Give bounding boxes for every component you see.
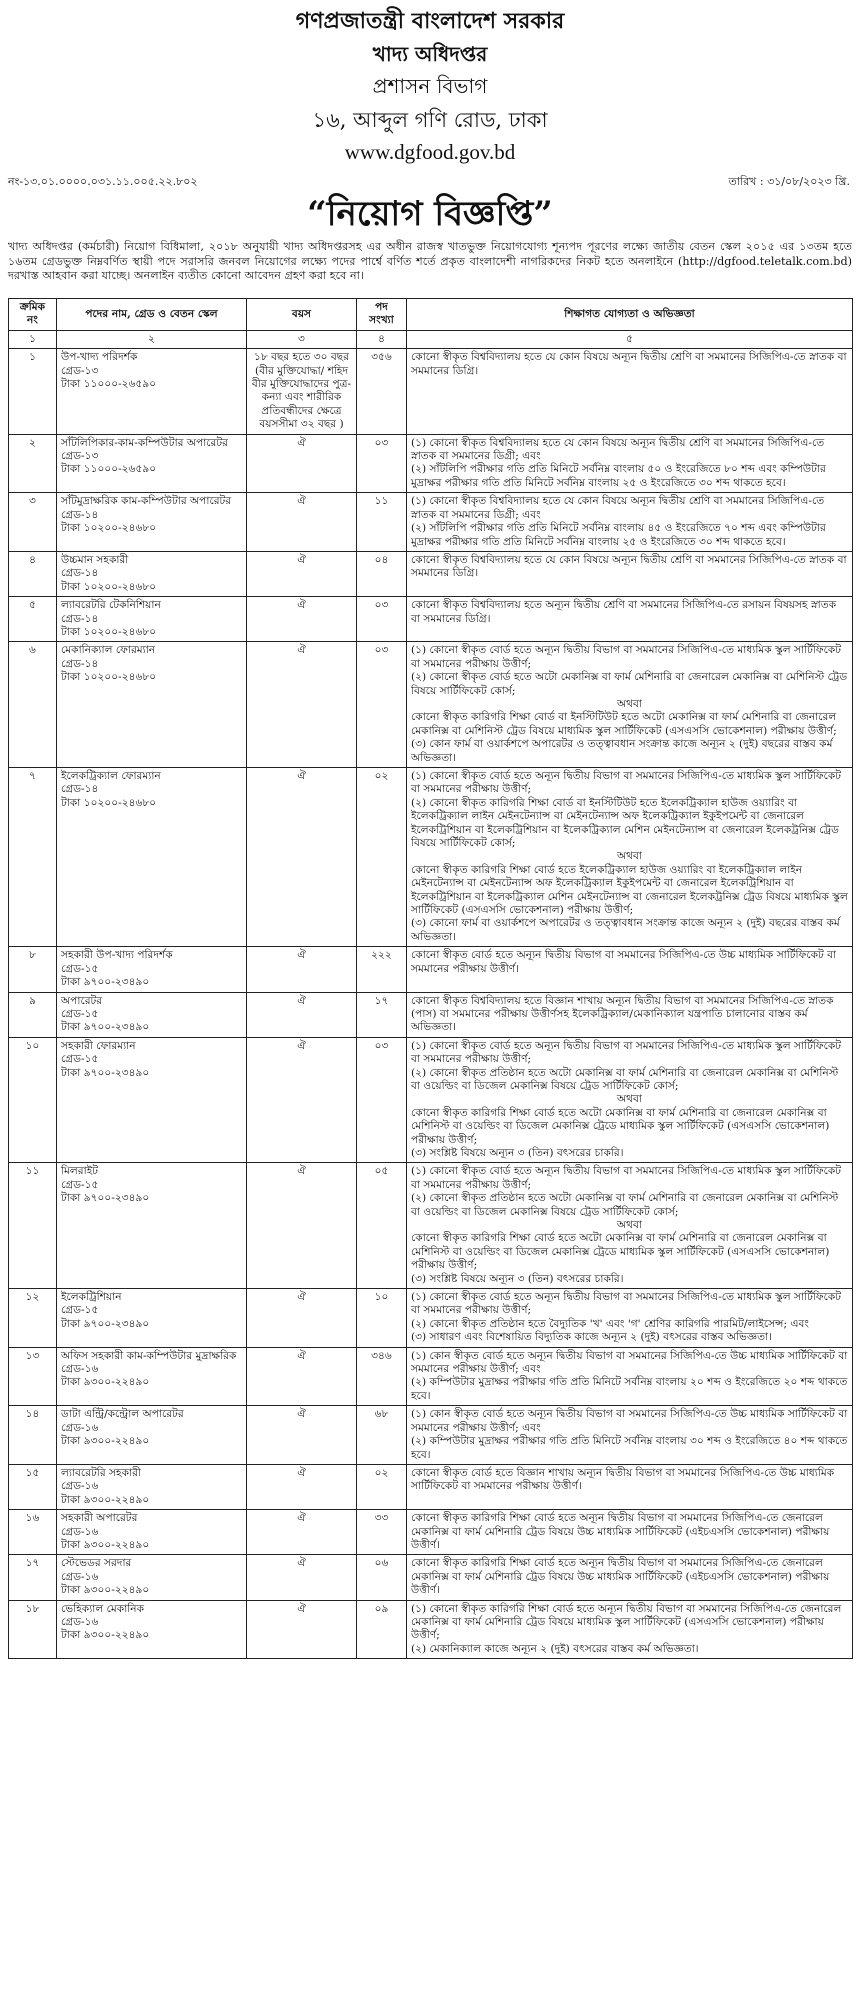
qualification-line: (১) কোনো স্বীকৃত বোর্ড হতে অন্যূন দ্বিতীয় বিভাগ বা সমমানের সিজিপিএ-তে মাধ্যমিক স্কুল সার্টিফিকেট বা সমমানের পরীক্ষায় উত্তীর্ণ; (411, 1165, 842, 1191)
website-link[interactable]: www.dgfood.gov.bd (344, 140, 516, 164)
post-scale: টাকা ৯৩০০-২২৪৯০ (61, 1584, 150, 1597)
vacancy-count-cell: ১০ (357, 1289, 407, 1348)
post-cell (57, 642, 247, 768)
qualification-line: (২) সাঁটলিপি পরীক্ষার গতি প্রতি মিনিটে সর্বনিম্ন বাংলায় ৫০ ও ইংরেজিতে ৮০ শব্দ এবং কম্পিউটার মুদ্রাক্ষর পরীক্ষার গতি প্রতি মিনিটে সর্বনিম্ন বাংলায় ২৫ ও ইংরেজিতে ৩০ শব্দ থাকতে হবে। (411, 463, 826, 489)
index-cell: ২ (57, 330, 247, 348)
post-cell (57, 1555, 247, 1600)
vacancy-count-cell: ০৪ (357, 551, 407, 596)
age-cell: ঐ (247, 434, 357, 493)
age-cell: ঐ (247, 1600, 357, 1659)
serial-cell: ১৮ (9, 1600, 57, 1659)
serial-cell: ১০ (9, 1037, 57, 1163)
age-cell: ঐ (247, 1464, 357, 1509)
qualification-cell (407, 1600, 853, 1659)
age-cell: ঐ (247, 1406, 357, 1465)
post-grade: গ্রেড-১৬ (61, 1421, 99, 1434)
serial-cell: ১১ (9, 1163, 57, 1289)
qualification-cell (407, 992, 853, 1037)
vacancy-count-cell: ৩৩ (357, 1510, 407, 1555)
table-row (9, 947, 853, 992)
qualification-cell (407, 1289, 853, 1348)
qualification-line: কোনো স্বীকৃত কারিগরি শিক্ষা বোর্ড হতে অটো মেকানিক্স বা ফার্ম মেশিনারি বা জেনারেল মেকানিক্স বা মেশিনিস্ট বা ওয়েল্ডিং বা ডিজেল মেকানিক্স ট্রেডে মাধ্যমিক স্কুল সার্টিফিকেট (এসএসসি ভোকেশনাল) পরীক্ষায় উত্তীর্ণ; (411, 1232, 830, 1272)
serial-cell: ৭ (9, 768, 57, 947)
vacancy-count-cell: ০২ (357, 768, 407, 947)
age-cell: ঐ (247, 642, 357, 768)
qualification-line: (১) কোনো স্বীকৃত বিশ্ববিদ্যালয় হতে যে কোন বিষয়ে অন্যূন দ্বিতীয় শ্রেণি বা সমমানের সিজিপিএ-তে স্নাতক বা সমমানের ডিগ্রী; এবং (411, 436, 825, 463)
post-post: ল্যাবরেটরি সহকারী (61, 1466, 141, 1479)
header-qualification: শিক্ষাগত যোগ্যতা ও অভিজ্ঞতা (407, 299, 853, 331)
qualification-line: (২) সাঁটলিপি পরীক্ষার গতি প্রতি মিনিটে সর্বনিম্ন বাংলায় ৪৫ ও ইংরেজিতে ৭০ শব্দ এবং কম্পিউটার মুদ্রাক্ষর পরীক্ষার গতি প্রতি মিনিটে সর্বনিম্ন বাংলায় ২৫ ও ইংরেজিতে ৩০ শব্দ থাকতে হবে। (411, 522, 826, 548)
post-grade: গ্রেড-১৬ (61, 1615, 99, 1628)
vacancy-count-cell: ৬৮ (357, 1406, 407, 1465)
table-row (9, 1600, 853, 1659)
serial-cell: ১৫ (9, 1464, 57, 1509)
table-row (9, 493, 853, 552)
post-post: ডাটা এন্ট্রি/কন্ট্রোল অপারেটর (61, 1408, 184, 1421)
serial-cell: ৯ (9, 992, 57, 1037)
header-post: পদের নাম, গ্রেড ও বেতন স্কেল (57, 299, 247, 331)
page-title: “নিয়োগ বিজ্ঞপ্তি” (307, 194, 553, 234)
serial-cell: ২ (9, 434, 57, 493)
or-separator: অথবা (616, 850, 642, 863)
table-row (9, 1464, 853, 1509)
vacancy-count-cell: ০৩ (357, 642, 407, 768)
age-cell: ঐ (247, 551, 357, 596)
age-cell: ঐ (247, 1347, 357, 1406)
age-cell: ঐ (247, 1510, 357, 1555)
post-post: সহকারী অপারেটর (61, 1512, 138, 1525)
qualification-cell (407, 551, 853, 596)
post-scale: টাকা ১১০০০-২৬৫৯০ (61, 463, 157, 476)
serial-cell: ৫ (9, 597, 57, 642)
post-scale: টাকা ১০২০০-২৪৬৮০ (61, 671, 157, 684)
vacancy-count-cell: ০২ (357, 1464, 407, 1509)
post-cell (57, 597, 247, 642)
post-grade: গ্রেড-১৩ (61, 364, 99, 377)
vacancy-count-cell: ১১ (357, 493, 407, 552)
qualification-cell (407, 1347, 853, 1406)
vacancy-count-cell: ১৭ (357, 992, 407, 1037)
qualification-cell (407, 493, 853, 552)
qualification-line: (৩) সাধারণ এবং বিশেষায়িত বিদ্যুতিক কাজে অন্যূন ২ (দুই) বৎসরের বাস্তব অভিজ্ঞতা। (411, 1331, 772, 1344)
qualification-cell (407, 1464, 853, 1509)
post-post: উপ-খাদ্য পরিদর্শক (61, 351, 138, 364)
post-cell (57, 768, 247, 947)
post-cell (57, 1289, 247, 1348)
vacancy-count-cell: ০৩ (357, 434, 407, 493)
qualification-cell (407, 642, 853, 768)
serial-cell: ৪ (9, 551, 57, 596)
post-scale: টাকা ৯৩০০-২২৪৯০ (61, 1538, 150, 1551)
qualification-line: কোনো স্বীকৃত কারিগরি শিক্ষা বোর্ড হতে অটো মেকানিক্স বা ফার্ম মেশিনারি বা জেনারেল মেকানিক্স বা মেশিনিস্ট বা ওয়েল্ডিং বা ডিজেল মেকানিক্স ট্রেডে মাধ্যমিক স্কুল সার্টিফিকেট (এসএসসি ভোকেশনাল) পরীক্ষায় উত্তীর্ণ; (411, 1106, 830, 1146)
post-post: সাঁটলিপিকার-কাম-কম্পিউটার অপারেটর (61, 436, 228, 449)
age-cell: ঐ (247, 1037, 357, 1163)
qualification-line: কোনো স্বীকৃত কারিগরি শিক্ষা বোর্ড হতে অন্যূন দ্বিতীয় বিভাগ বা সমমানের সিজিপিএ-তে জেনারেল মেকানিক্স বা ফার্ম মেশিনারি ট্রেড বিষয়ে উচ্চ মাধ্যমিক সার্টিফিকেট (এইচএসসি ভোকেশনাল) পরীক্ষায় উত্তীর্ণ। (411, 1557, 830, 1597)
table-row (9, 1510, 853, 1555)
index-cell: ৫ (407, 330, 853, 348)
header-serial: ক্রমিক নং (9, 299, 57, 331)
qualification-cell (407, 1037, 853, 1163)
qualification-line: (১) কোনো স্বীকৃত বোর্ড হতে অন্যূন দ্বিতীয় বিভাগ বা সমমানের সিজিপিএ-তে মাধ্যমিক স্কুল সার্টিফিকেট বা সমমানের পরীক্ষায় উত্তীর্ণ; (411, 770, 842, 796)
header-count: পদ সংখ্যা (357, 299, 407, 331)
post-grade: গ্রেড-১৬ (61, 1570, 99, 1583)
post-grade: গ্রেড-১৩ (61, 450, 99, 463)
qualification-cell (407, 1406, 853, 1465)
qualification-line: (২) কোনো স্বীকৃত প্রতিষ্ঠান হতে অটো মেকানিক্স বা ফার্ম মেশিনারি বা জেনারেল মেকানিক্স বা মেশিনিস্ট বা ওয়েল্ডিং বা ডিজেল মেকানিক্স বিষয়ে ট্রেড সার্টিফিকেট কোর্স; (411, 1066, 839, 1092)
vacancy-table (8, 298, 853, 1659)
age-cell: ঐ (247, 1289, 357, 1348)
qualification-line: (১) কোনো স্বীকৃত বোর্ড হতে অন্যূন দ্বিতীয় বিভাগ বা সমমানের সিজিপিএ-তে মাধ্যমিক স্কুল সার্টিফিকেট বা সমমানের পরীক্ষায় উত্তীর্ণ; (411, 1039, 842, 1066)
serial-cell: ৮ (9, 947, 57, 992)
post-scale: টাকা ১০২০০-২৪৬৮০ (61, 580, 157, 593)
post-cell (57, 1600, 247, 1659)
table-row (9, 1037, 853, 1163)
qualification-line: (৩) সংশ্লিষ্ট বিষয়ে অন্যূন ৩ (তিন) বৎসরের চাকরি। (411, 1272, 624, 1285)
post-post: সহকারী উপ-খাদ্য পরিদর্শক (61, 949, 173, 962)
intro-paragraph: খাদ্য অধিদপ্তর (কর্মচারী) নিয়োগ বিধিমালা, ২০১৮ অনুযায়ী খাদ্য অধিদপ্তরসহ এর অধীন রাজস্ব খাতভুক্ত নিয়োগযোগ্য শূন্যপদ পূরণের লক্ষ্যে জাতীয় বেতন স্কেল ২০১৫ এর ১৩তম হতে ১৬তম গ্রেডভুক্ত নিম্নবর্ণিত স্থায়ী পদে সরাসরি জনবল নিয়োগের লক্ষ্যে পদের পার্শ্বে বর্ণিত শর্তে প্রকৃত বাংলাদেশী নাগরিকদের নিকট হতে অনলাইনে (http://dgfood.teletalk.com.bd) দরখাস্ত আহবান করা যাচ্ছে। অনলাইন ব্যতীত কোনো আবেদন গ্রহণ করা হবে না। (8, 240, 852, 282)
qualification-cell (407, 1163, 853, 1289)
post-post: মেকানিক্যাল ফোরম্যান (61, 644, 156, 657)
header-age: বয়স (247, 299, 357, 331)
post-scale: টাকা ৯৩০০-২২৪৯০ (61, 1493, 150, 1506)
age-cell: ঐ (247, 1555, 357, 1600)
post-grade: গ্রেড-১৬ (61, 1480, 99, 1493)
or-separator: অথবা (616, 697, 642, 710)
table-row (9, 1347, 853, 1406)
serial-cell: ১৪ (9, 1406, 57, 1465)
qualification-cell (407, 1510, 853, 1555)
serial-cell: ১৭ (9, 1555, 57, 1600)
post-grade: গ্রেড-১৪ (61, 783, 99, 796)
post-grade: গ্রেড-১৪ (61, 567, 99, 580)
age-cell: ঐ (247, 992, 357, 1037)
post-cell (57, 992, 247, 1037)
post-post: অফিস সহকারী কাম-কম্পিউটার মুদ্রাক্ষরিক (61, 1349, 237, 1362)
vacancy-count-cell: ৩৪৬ (357, 1347, 407, 1406)
table-row (9, 1163, 853, 1289)
post-scale: টাকা ৯৩০০-২২৪৯০ (61, 1376, 150, 1389)
qualification-line: (১) কোনো স্বীকৃত বোর্ড হতে অন্যূন দ্বিতীয় বিভাগ বা সমমানের সিজিপিএ-তে মাধ্যমিক স্কুল সার্টিফিকেট বা সমমানের পরীক্ষায় উত্তীর্ণ; (411, 1291, 842, 1317)
qualification-line: (৩) সংশ্লিষ্ট বিষয়ে অন্যূন ৩ (তিন) বৎসরের চাকরি। (411, 1146, 624, 1159)
qualification-line: (২) কোনো স্বীকৃত বোর্ড হতে অটো মেকানিক্স বা ফার্ম মেশিনারি বা জেনারেল মেকানিক্স বা মেশিনিস্ট ট্রেড বিষয়ে সার্টিফিকেট কোর্স; (411, 671, 848, 697)
age-cell: ঐ (247, 597, 357, 642)
qualification-cell (407, 768, 853, 947)
post-scale: টাকা ৯৭০০-২৩৪৯০ (61, 1021, 150, 1034)
post-scale: টাকা ৯৭০০-২৩৪৯০ (61, 1192, 150, 1205)
serial-cell: ১ (9, 349, 57, 434)
post-post: স্টেভেডর সরদার (61, 1557, 132, 1570)
index-cell: ৩ (247, 330, 357, 348)
post-grade: গ্রেড-১৫ (61, 1304, 99, 1317)
post-grade: গ্রেড-১৫ (61, 962, 99, 975)
table-body (9, 349, 853, 1659)
post-grade: গ্রেড-১৫ (61, 1007, 99, 1020)
post-cell (57, 349, 247, 434)
post-post: মিলরাইট (61, 1165, 98, 1178)
vacancy-count-cell: ০৩ (357, 597, 407, 642)
qualification-line: (৩) কোনো ফার্ম বা ওয়ার্কশপে অপারেটর ও তত্ত্বাবধান সংক্রান্ত কাজে অন্যূন ২ (দুই) বছরের বাস্তব কর্ম অভিজ্ঞতা। (411, 917, 840, 943)
qualification-line: (২) কোনো স্বীকৃত প্রতিষ্ঠান হতে বৈদ্যুতিক 'খ' এবং 'গ' শ্রেণির কারিগরি পারমিট/লাইসেন্স; এবং (411, 1317, 809, 1330)
department-name: খাদ্য অধিদপ্তর (372, 42, 488, 66)
post-cell (57, 1163, 247, 1289)
table-row (9, 434, 853, 493)
index-cell: ৪ (357, 330, 407, 348)
post-scale: টাকা ১০২০০-২৪৬৮০ (61, 522, 157, 535)
qualification-line: (১) কোনো স্বীকৃত কারিগরি শিক্ষা বোর্ড হতে অন্যূন দ্বিতীয় বিভাগ বা সমমানের সিজিপিএ-তে জেনারেল মেকানিক্স বা ফার্ম মেশিনারি ট্রেড বিষয়ে মাধ্যমিক স্কুল সার্টিফিকেট (এসএসসি ভোকেশনাল) পরীক্ষায় উত্তীর্ণ; (411, 1602, 842, 1642)
qualification-line: কোনো স্বীকৃত কারিগরি শিক্ষা বোর্ড হতে অন্যূন দ্বিতীয় বিভাগ বা সমমানের সিজিপিএ-তে জেনারেল মেকানিক্স বা ফার্ম মেশিনারি ট্রেড বিষয়ে উচ্চ মাধ্যমিক সার্টিফিকেট (এইচএসসি ভোকেশনাল) পরীক্ষায় উত্তীর্ণ। (411, 1512, 830, 1551)
column-index-row (9, 330, 853, 348)
vacancy-count-cell: ০৫ (357, 1163, 407, 1289)
post-post: ভেহিক্যাল মেকানিক (61, 1602, 145, 1615)
index-cell: ১ (9, 330, 57, 348)
post-scale: টাকা ১১০০০-২৬৫৯০ (61, 378, 157, 391)
post-cell (57, 493, 247, 552)
qualification-line: (১) কোন স্বীকৃত বোর্ড হতে অন্যূন দ্বিতীয় বিভাগ বা সমমানের সিজিপিএ-তে উচ্চ মাধ্যমিক সার্টিফিকেট বা সমমানের পরীক্ষায় উত্তীর্ণ; এবং (411, 1349, 848, 1376)
qualification-line: কোনো স্বীকৃত বিশ্ববিদ্যালয় হতে যে কোন বিষয়ে অন্যূন দ্বিতীয় শ্রেণি বা সমমানের সিজিপিএ-তে স্নাতক বা সমমানের ডিগ্রি। (411, 553, 847, 580)
qualification-line: কোনো স্বীকৃত বিশ্ববিদ্যালয় হতে বিজ্ঞান শাখায় অন্যূন দ্বিতীয় বিভাগ বা সমমানের সিজিপিএ-তে স্নাতক (পাস) বা সমমানের পরীক্ষায় উত্তীর্ণসহ ইলেকট্রিক্যাল/মেকানিক্যাল যন্ত্রপাতি চালানোর বাস্তব কর্ম অভিজ্ঞতা। (411, 994, 834, 1034)
post-scale: টাকা ১০২০০-২৪৬৮০ (61, 625, 157, 638)
post-scale: টাকা ৯৩০০-২২৪৯০ (61, 1629, 150, 1642)
vacancy-count-cell: ০৩ (357, 1037, 407, 1163)
age-cell: ঐ (247, 493, 357, 552)
serial-cell: ১৬ (9, 1510, 57, 1555)
table-row (9, 1406, 853, 1465)
qualification-cell (407, 349, 853, 434)
post-post: ইলেকট্রিক্যাল ফোরম্যান (61, 770, 161, 782)
qualification-line: (২) কোনো স্বীকৃত প্রতিষ্ঠান হতে অটো মেকানিক্স বা ফার্ম মেশিনারি বা জেনারেল মেকানিক্স বা মেশিনিস্ট বা ওয়েল্ডিং বা ডিজেল মেকানিক্স বিষয়ে ট্রেড সার্টিফিকেট কোর্স; (411, 1192, 839, 1218)
post-grade: গ্রেড-১৬ (61, 1525, 99, 1538)
table-row (9, 349, 853, 434)
government-name: গণপ্রজাতন্ত্রী বাংলাদেশ সরকার (295, 8, 565, 34)
post-grade: গ্রেড-১৫ (61, 1053, 99, 1066)
table-row (9, 768, 853, 947)
post-cell (57, 551, 247, 596)
qualification-cell (407, 597, 853, 642)
age-cell: ঐ (247, 768, 357, 947)
or-separator: অথবা (616, 1093, 642, 1106)
post-grade: গ্রেড-১৪ (61, 657, 99, 670)
post-post: অপারেটর (61, 994, 103, 1007)
serial-cell: ৬ (9, 642, 57, 768)
table-row (9, 642, 853, 768)
vacancy-count-cell: ৩৫৬ (357, 349, 407, 434)
qualification-line: (১) কোনো স্বীকৃত বিশ্ববিদ্যালয় হতে যে কোন বিষয়ে অন্যূন দ্বিতীয় শ্রেণি বা সমমানের সিজিপিএ-তে স্নাতক বা সমমানের ডিগ্রী; এবং (411, 495, 825, 521)
qualification-line: কোনো স্বীকৃত কারিগরি শিক্ষা বোর্ড হতে ইলেকট্রিক্যাল হাউজ ওয়্যারিং বা ইলেকট্রিক্যাল লাইন মেইনটেন্যান্স বা মেইনটেন্যান্স অফ ইলেকট্রিক্যাল ইকুইপমেন্ট বা জেনারেল ইলেকট্রিশিয়ান বা ইলেকট্রিশিয়ান বা ইলেকট্রিক্যাল মেশিন মেইনটেন্যান্স বা জেনারেল ইলেকট্রনিক্স ট্রেড বিষয়ে মাধ্যমিক স্কুল সার্টিফিকেট (এসএসসি ভোকেশনাল) পরীক্ষায় উত্তীর্ণ; (411, 863, 848, 917)
qualification-line: (১) কোন স্বীকৃত বোর্ড হতে অন্যূন দ্বিতীয় বিভাগ বা সমমানের সিজিপিএ-তে উচ্চ মাধ্যমিক সার্টিফিকেট বা সমমানের পরীক্ষায় উত্তীর্ণ; এবং (411, 1408, 848, 1434)
post-post: ল্যাবরেটরি টেকনিশিয়ান (61, 599, 161, 612)
address: ১৬, আব্দুল গণি রোড, ঢাকা (312, 108, 548, 132)
qualification-line: কোনো স্বীকৃত বিশ্ববিদ্যালয় হতে অন্যূন দ্বিতীয় শ্রেণি বা সমমানের সিজিপিএ-তে রসায়ন বিষয়সহ স্নাতক বা সমমানের ডিগ্রি। (411, 599, 837, 625)
or-separator: অথবা (616, 1219, 642, 1231)
serial-cell: ৩ (9, 493, 57, 552)
qualification-line: (১) কোনো স্বীকৃত বোর্ড হতে অন্যূন দ্বিতীয় বিভাগ বা সমমানের সিজিপিএ-তে মাধ্যমিক স্কুল সার্টিফিকেট বা সমমানের পরীক্ষায় উত্তীর্ণ; (411, 644, 842, 670)
qualification-line: কোনো স্বীকৃত কারিগরি শিক্ষা বোর্ড বা ইনস্টিটিউট হতে অটো মেকানিক্স বা ফার্ম মেশিনারি বা জেনারেল মেকানিক্স বা মেশিনিস্ট ট্রেড বিষয়ে মাধ্যমিক স্কুল সার্টিফিকেট (এসএসসি ভোকেশনাল) পরীক্ষায় উত্তীর্ণ; (411, 711, 837, 737)
table-header-row (9, 299, 853, 331)
qualification-line: (৩) কোন ফার্ম বা ওয়ার্কশপে অপারেটর ও তত্ত্বাবধান সংক্রান্ত কাজে অন্যূন ২ (দুই) বছরের বাস্তব কর্ম অভিজ্ঞতা। (411, 738, 833, 764)
post-cell (57, 1347, 247, 1406)
post-post: উচ্চমান সহকারী (61, 553, 129, 566)
age-cell: ঐ (247, 947, 357, 992)
post-grade: গ্রেড-১৬ (61, 1363, 99, 1376)
vacancy-count-cell: ০৯ (357, 1600, 407, 1659)
qualification-line: (২) কম্পিউটার মুদ্রাক্ষর পরীক্ষার গতি প্রতি মিনিটে সর্বনিম্ন বাংলায় ৩০ শব্দ ও ইংরেজিতে ৪০ শব্দ থাকতে হবে। (411, 1435, 848, 1461)
table-row (9, 1555, 853, 1600)
vacancy-count-cell: ২২২ (357, 947, 407, 992)
qualification-cell (407, 947, 853, 992)
issue-date: তারিখ : ৩১/০৮/২০২৩ খ্রি. (728, 175, 850, 188)
serial-cell: ১৩ (9, 1347, 57, 1406)
post-post: সাঁটমুদ্রাক্ষরিক কাম-কম্পিউটার অপারেটর গ্রেড-১৪ (61, 495, 232, 521)
qualification-line: কোনো স্বীকৃত বোর্ড হতে অন্যূন দ্বিতীয় বিভাগ বা সমমানের সিজিপিএ-তে উচ্চ মাধ্যমিক সার্টিফিকেট বা সমমানের পরীক্ষায় উত্তীর্ণ। (411, 949, 837, 975)
memo-number: নং-১৩.০১.০০০০.০৩১.১১.০০৫.২২.৮০২ (8, 175, 198, 188)
post-cell (57, 1406, 247, 1465)
post-post: ইলেকট্রিশিয়ান (61, 1291, 122, 1304)
table-row (9, 1289, 853, 1348)
post-scale: টাকা ৯৭০০-২৩৪৯০ (61, 1317, 150, 1330)
post-grade: গ্রেড-১৪ (61, 612, 99, 625)
post-scale: টাকা ১০২০০-২৪৬৮০ (61, 796, 157, 809)
post-scale: টাকা ৯৭০০-২৩৪৯০ (61, 1066, 150, 1079)
post-cell (57, 1464, 247, 1509)
qualification-line: (২) কম্পিউটার মুদ্রাক্ষর পরীক্ষার গতি প্রতি মিনিটে সর্বনিম্ন বাংলায় ২০ শব্দ ও ইংরেজিতে ২০ শব্দ থাকতে হবে। (411, 1376, 848, 1402)
post-post: সহকারী ফোরম্যান (61, 1039, 136, 1052)
division-name: প্রশাসন বিভাগ (372, 74, 488, 98)
post-cell (57, 1037, 247, 1163)
qualification-line: (২) মেকানিক্যাল কাজে অন্যূন ২ (দুই) বৎসরের বাস্তব কর্ম অভিজ্ঞতা। (411, 1642, 699, 1655)
post-cell (57, 1510, 247, 1555)
post-grade: গ্রেড-১৫ (61, 1178, 99, 1191)
qualification-line: কোনো স্বীকৃত বোর্ড হতে বিজ্ঞান শাখায় অন্যূন দ্বিতীয় বিভাগ বা সমমানের সিজিপিএ-তে উচ্চ মাধ্যমিক সার্টিফিকেট বা সমমানের পরীক্ষায় উত্তীর্ণ। (411, 1466, 835, 1493)
post-scale: টাকা ৯৭০০-২৩৪৯০ (61, 976, 150, 989)
age-cell: ১৮ বছর হতে ৩০ বছর (বীর মুক্তিযোদ্ধা/ শহিদ বীর মুক্তিযোদ্ধাদের পুত্র-কন্যা এবং শারীরিক প্রতিবন্ধীদের ক্ষেত্রে বয়সসীমা ৩২ বছর ) (247, 349, 357, 434)
qualification-line: (২) কোনো স্বীকৃত কারিগরি শিক্ষা বোর্ড বা ইনস্টিটিউট হতে ইলেকট্রিক্যাল হাউজ ওয়্যারিং বা ইলেকট্রিক্যাল লাইন মেইনটেন্যান্স বা মেইনটেন্যান্স অফ ইলেকট্রিক্যাল ইকুইপমেন্ট বা জেনারেল ইলেকট্রিশিয়ান বা ইলেকট্রিশিয়ান বা ইলেকট্রিক্যাল মেশিন মেইনটেন্যান্স বা জেনারেল ইলেকট্রনিক্স ট্রেড বিষয়ে সার্টিফিকেট কোর্স; (411, 796, 839, 850)
post-cell (57, 434, 247, 493)
serial-cell: ১২ (9, 1289, 57, 1348)
age-cell: ঐ (247, 1163, 357, 1289)
table-row (9, 551, 853, 596)
qualification-cell (407, 434, 853, 493)
post-scale: টাকা ৯৩০০-২২৪৯০ (61, 1435, 150, 1448)
qualification-cell (407, 1555, 853, 1600)
post-cell (57, 947, 247, 992)
table-row (9, 992, 853, 1037)
qualification-line: কোনো স্বীকৃত বিশ্ববিদ্যালয় হতে যে কোন বিষয়ে অন্যূন দ্বিতীয় শ্রেণি বা সমমানের সিজিপিএ-তে স্নাতক বা সমমানের ডিগ্রি। (411, 351, 847, 377)
vacancy-count-cell: ০৬ (357, 1555, 407, 1600)
table-row (9, 597, 853, 642)
